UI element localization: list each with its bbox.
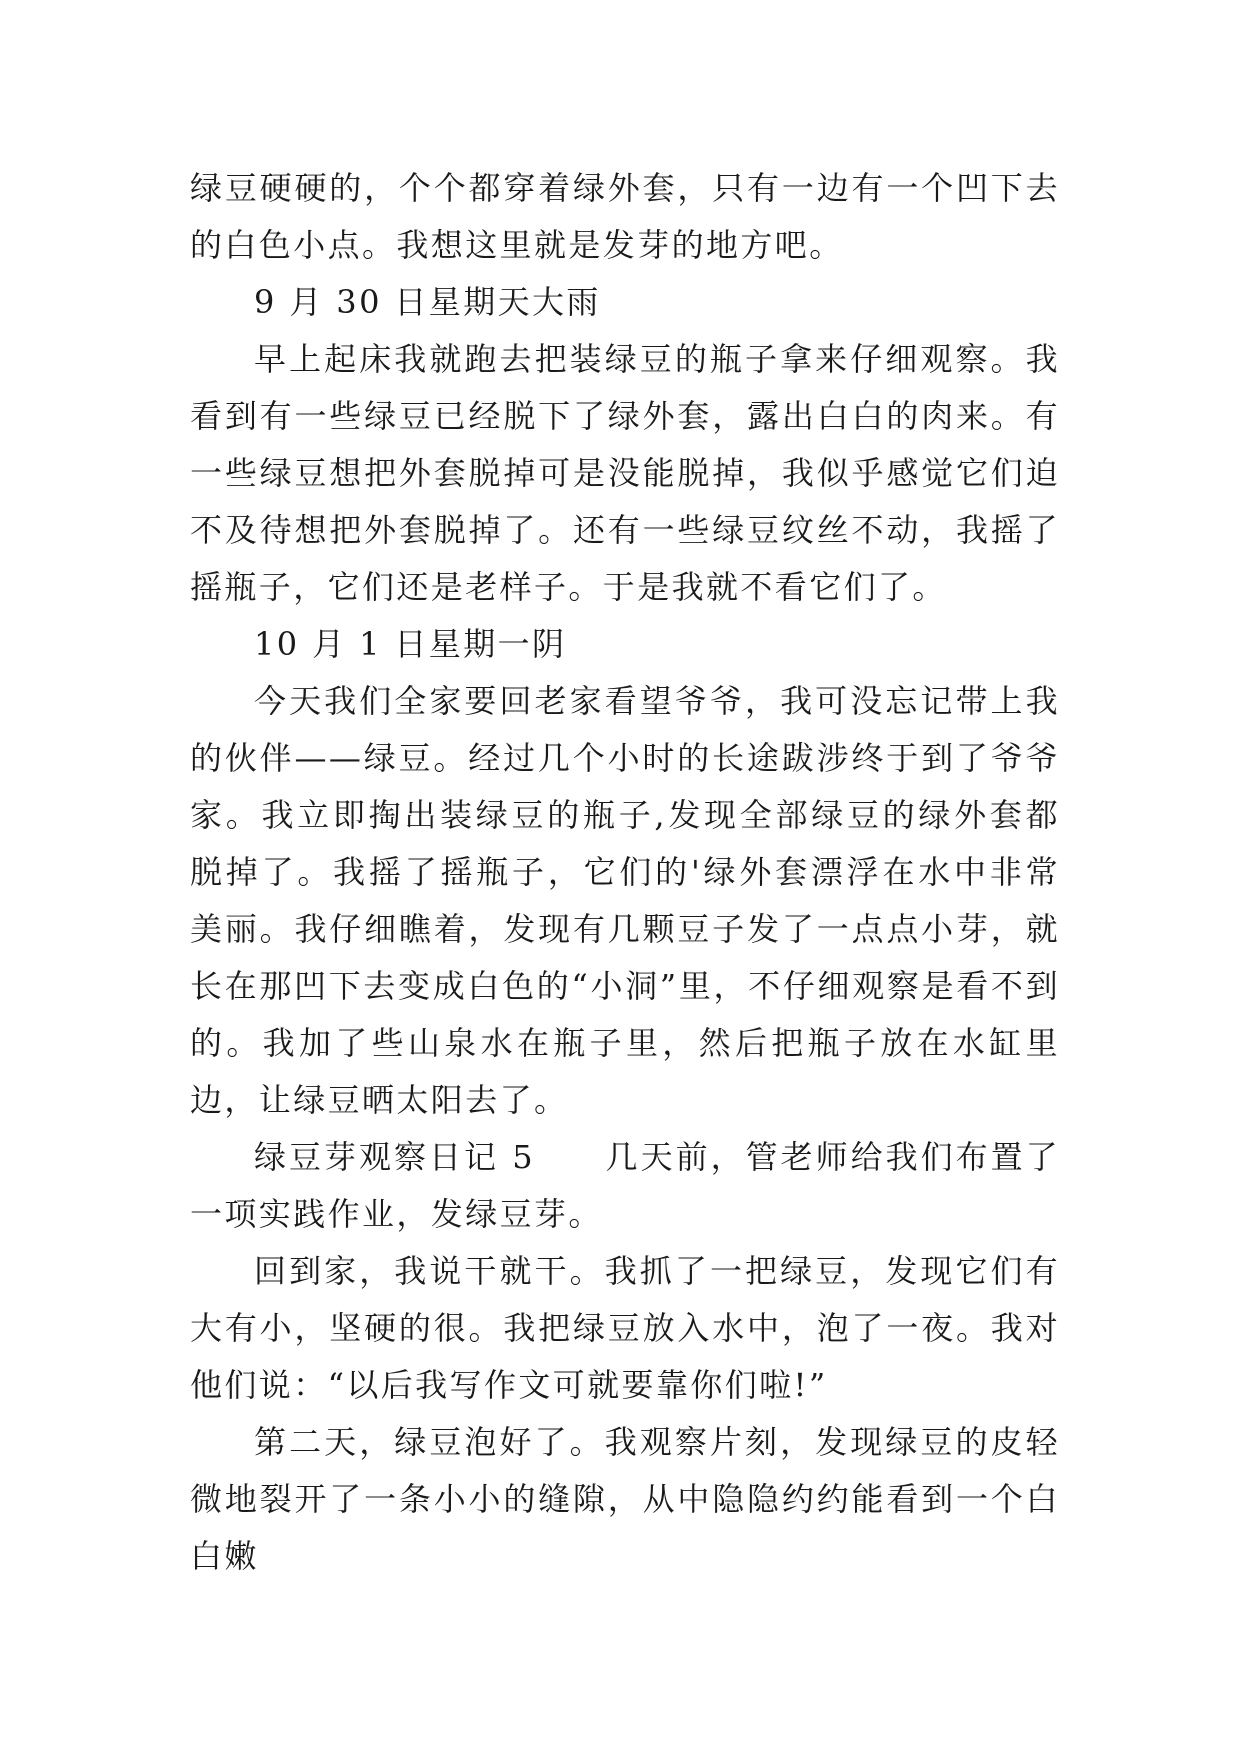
diary-date-heading: 10 月 1 日星期一阴 xyxy=(254,625,567,663)
paragraph: 今天我们全家要回老家看望爷爷，我可没忘记带上我的伙伴——绿豆。经过几个小时的长途跋涉终于到了爷爷家。我立即掏出装绿豆的瓶子,发现全部绿豆的绿外套都脱掉了。我摇了摇瓶子，它们的'绿外套漂浮在水中非常美丽。我仔细瞧着，发现有几颗豆子发了一点点小芽，就长在那凹下去变成白色的“小洞”里，不仔细观察是看不到的。我加了些山泉水在瓶子里，然后把瓶子放在水缸里边，让绿豆晒太阳去了。 xyxy=(190,682,1060,1119)
paragraph: 第二天，绿豆泡好了。我观察片刻，发现绿豆的皮轻微地裂开了一条小小的缝隙，从中隐隐约约能看到一个白白嫩 xyxy=(190,1423,1060,1575)
paragraph: 回到家，我说干就干。我抓了一把绿豆，发现它们有大有小，坚硬的很。我把绿豆放入水中，泡了一夜。我对他们说：“以后我写作文可就要靠你们啦!” xyxy=(190,1252,1060,1404)
diary-date-heading: 9 月 30 日星期天大雨 xyxy=(254,283,601,321)
document-body xyxy=(190,160,1060,1585)
paragraph-continuation: 绿豆硬硬的，个个都穿着绿外套，只有一边有一个凹下去的白色小点。我想这里就是发芽的地方吧。 xyxy=(190,169,1060,264)
paragraph: 早上起床我就跑去把装绿豆的瓶子拿来仔细观察。我看到有一些绿豆已经脱下了绿外套，露出白白的肉来。有一些绿豆想把外套脱掉可是没能脱掉，我似乎感觉它们迫不及待想把外套脱掉了。还有一些绿豆纹丝不动，我摇了摇瓶子，它们还是老样子。于是我就不看它们了。 xyxy=(190,340,1060,606)
section-heading-paragraph: 绿豆芽观察日记 5 几天前，管老师给我们布置了一项实践作业，发绿豆芽。 xyxy=(190,1138,1060,1233)
